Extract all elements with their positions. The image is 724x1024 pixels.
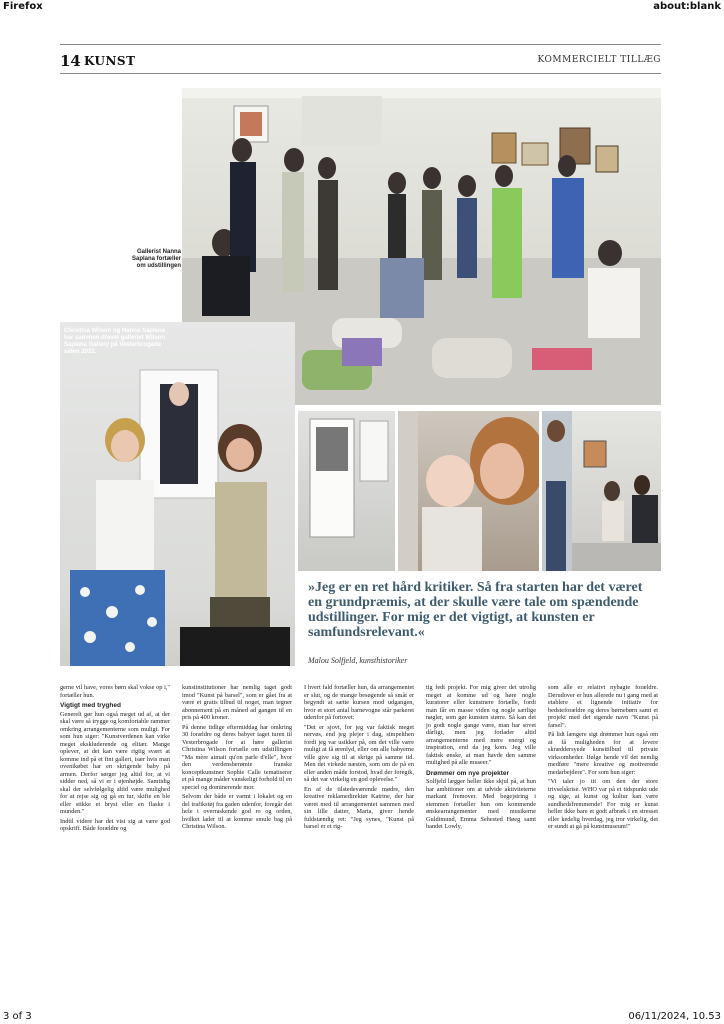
supplement-tag: KOMMERCIELT TILLÆG bbox=[537, 55, 661, 65]
gallerists-portrait-photo bbox=[60, 322, 295, 666]
photo-caption-top: Gallerist Nanna Saplana fortæller om udstillingen bbox=[131, 249, 181, 269]
portrait-illustration bbox=[60, 322, 295, 666]
section-title: KUNST bbox=[84, 54, 136, 68]
artwork-photo bbox=[298, 411, 395, 571]
room-overview-photo bbox=[542, 411, 661, 571]
paragraph: Selvom der både er varmt i lokalet og en del trafikstøj fra gaden udenfor, foregår det hele i overraskende god ro og orden, hvilket lader til at komme smule bag på Christina Wilson. bbox=[182, 793, 292, 830]
subheading: Drømmer om nye projekter bbox=[426, 769, 510, 777]
paragraph: En af de tilstedeværende mødre, den kreative reklamedirektør Katrine, der har været med til arrangementet sammen med sin lille datter, Marta, giver hende fuldstændig ret: "Jeg synes, "Kunst på barsel er et rig- bbox=[304, 785, 414, 830]
article-column-4 bbox=[426, 684, 536, 833]
article-column-2 bbox=[182, 684, 292, 833]
artwork-illustration bbox=[298, 411, 395, 571]
paragraph: tig fedt projekt. For mig giver det utrolig meget at komme ud og høre nogle kuratorer eller kunstnere fortælle, fordi man får en masse viden og nogle særlige nøgler, som gør kunsten større. Så kan det jo godt nogle gange være, man har sovet dårligt, men jeg forlader altid arrangementerne med mere energi og inspiration, end da jeg kom. Jeg ville faktisk ønske, at man havde den samme mulighed på alle museer." bbox=[426, 684, 536, 766]
paragraph: gerne vil have, vores børn skal vokse op i," fortæller hun. bbox=[60, 684, 170, 699]
article-body bbox=[60, 684, 661, 884]
mother-baby-illustration bbox=[398, 411, 539, 571]
paragraph: Generelt gør hun også meget ud af, at der skal være så trygge og komfortable rammer omkring arrangementerne som muligt. For som hun siger: "Kunstverdenen kan virke meget ekskluderende og elitær. Mange oplever, at det kan være rigtig svært at komme ind på et fint galleri, især hvis man ovenikøbet har en skrigende baby på armen. Derfor sørger jeg altid for, at vi sidder ned, så vi er i øjenhøjde. Samtidig skal der selvfølgelig altid være mulighed for at rejse sig og gå en tur, skifte en ble eller stikke et bryst eller en flaske i munden." bbox=[60, 710, 170, 815]
newspaper-page bbox=[60, 44, 661, 884]
pull-quote: »Jeg er en ret hård kritiker. Så fra starten har det været en grundpræmis, at der skulle være tale om spændende udstillinger. For mig er det vigtigt, at kunsten er samfundsrelevant.« bbox=[308, 580, 643, 640]
mother-baby-photo bbox=[398, 411, 539, 571]
paragraph: kunstinstitutioner har nemlig taget godt imod "Kunst på barsel", som er gået fra at være et gratis tilbud til noget, man tegner abonnement på en måned ad gangen til en pris på 400 kroner. bbox=[182, 684, 292, 721]
page-number: 14 bbox=[60, 52, 81, 70]
paragraph: som alle er relativt nybagte forældre. Derudover er hun allerede nu i gang med at etablere et lignende initiativ for bedsteforældre og deres børnebørn samt et projekt med det sigende navn "Kunst på farsel". bbox=[548, 684, 658, 729]
article-column-3 bbox=[304, 684, 414, 833]
article-column-5 bbox=[548, 684, 658, 833]
print-datetime: 06/11/2024, 10.53 bbox=[628, 1011, 721, 1022]
page-header bbox=[60, 44, 661, 74]
quote-attribution: Malou Solfjeld, kunsthistoriker bbox=[308, 656, 408, 665]
paragraph: "Vi taler jo tit om den der store trivselskrise. WHO var på et tidspunkt ude og sige, at kunst og kultur kan være sundhedsfremmende! For mig er kunst heller ikke bare et godt afbræk i en stresset eller kedelig hverdag, jeg tror virkelig, det er sundt at gå på kunstmuseum!" bbox=[548, 778, 658, 830]
paragraph: På denne tidlige eftermiddag har omkring 30 forældre og deres babyer taget turen til Vesterbrogade for at høre gallerist Christina Wilson fortælle om udstillingen "Ma mère aimait qu'on parle d'elle", hvor den verdensberømte franske konceptkunstner Sophie Calle tematiserer et på mange måder vanskeligt forhold til en speciel og dominerende mor. bbox=[182, 723, 292, 791]
browser-app-name: Firefox bbox=[3, 1, 43, 12]
paragraph: "Det er sjovt, for jeg var faktisk meget nervøs, end jeg plejer i dag, simpelthen fordi jeg var usikker på, om det ville være muligt at få ørenlyd, eller om alle babyerne ville give sig til at skrige på samme tid. Men det virkede næsten, som om de på en eller anden måde forstod, hvad der foregik, så det var virkelig en god oplevelse." bbox=[304, 723, 414, 783]
article-column-1 bbox=[60, 684, 170, 835]
paragraph: Solfjeld lægger heller ikke skjul på, at hun har ambitioner om at udvide aktiviteterne markant fremover. Med begejstring i stemmen fortæller hun om kommende ønskearrangementer med musikerne Guldimund, Emma Sehested Høeg samt bandet Lowly, bbox=[426, 778, 536, 830]
room-illustration bbox=[542, 411, 661, 571]
photo-caption-left: Christina Wilson og Nanna Saplana har sammen drevet galleriet Wilson Saplana Gallery på Vesterbrogade siden 2022. bbox=[64, 328, 165, 355]
browser-url: about:blank bbox=[653, 1, 721, 12]
subheading: Vigtigt med tryghed bbox=[60, 702, 121, 709]
paragraph: I hvert fald fortæller hun, da arrangementet er slut, og de mange besøgende så småt er begyndt at sætte kursen mod udgangen, hvor et stort antal barnevogne står parkeret udenfor på fortovet: bbox=[304, 684, 414, 721]
print-page-count: 3 of 3 bbox=[3, 1011, 32, 1022]
paragraph: Indtil videre har det vist sig at være god opskrift. Både forældre og bbox=[60, 817, 170, 832]
paragraph: På lidt længere sigt drømmer hun også om at få muligheden for at levere skræddersyede kunsttilbud til private virksomheder. Ifølge hende vil det nemlig medføre "mere kreative og motiverede medarbejdere". For som hun siger: bbox=[548, 731, 658, 776]
